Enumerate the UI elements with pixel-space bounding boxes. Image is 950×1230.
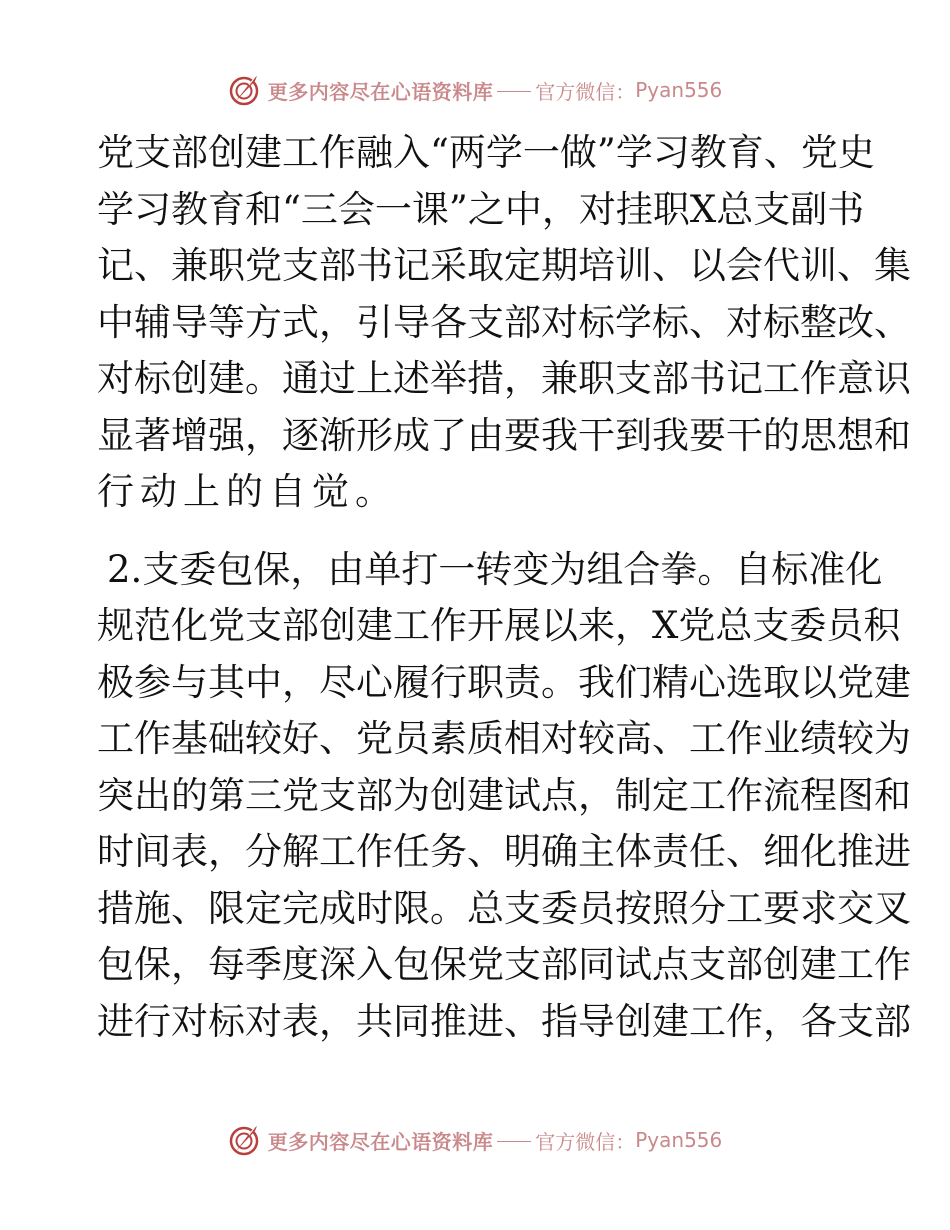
paragraph-gap	[97, 521, 857, 542]
text-line: 显 著 增 强 ， 逐 渐 形 成 了 由 要 我 干 到 我 要 干 的 思 想 和	[97, 413, 911, 457]
quill-logo-icon	[228, 73, 262, 107]
watermark-wechat-account: Pyan556	[635, 1128, 723, 1152]
text-line: 包 保 ， 每 季 度 深 入 包 保 党 支 部 同 试 点 支 部 创 建 工 作	[97, 943, 911, 986]
watermark-dash	[497, 91, 531, 92]
paragraph-1	[97, 125, 911, 521]
watermark-brand-text: 更多内容尽在心语资料库	[267, 79, 494, 104]
watermark-wechat-label: 官方微信：	[535, 1129, 636, 1154]
watermark-dash	[497, 1141, 531, 1142]
footer-watermark	[0, 1120, 950, 1160]
text-line: 对 标 创 建 。 通 过 上 述 举 措 ， 兼 职 支 部 书 记 工 作 意 识	[97, 357, 911, 400]
watermark-wechat-label: 官方微信：	[535, 79, 636, 104]
text-line: 极 参 与 其 中 ， 尽 心 履 行 职 责 。 我 们 精 心 选 取 以 党 建	[97, 660, 911, 704]
watermark-brand-text: 更多内容尽在心语资料库	[267, 1129, 494, 1154]
header-watermark	[0, 70, 950, 110]
text-line: 中 辅 导 等 方 式 ， 引 导 各 支 部 对 标 学 标 、 对 标 整 改 、	[97, 300, 911, 344]
document-body	[97, 125, 911, 1050]
text-line: 2 . 支 委 包 保 ， 由 单 打 一 转 变 为 组 合 拳 。 自 标 准 化	[107, 547, 883, 591]
text-line: 突 出 的 第 三 党 支 部 为 创 建 试 点 ， 制 定 工 作 流 程 图 和	[97, 773, 911, 817]
text-line: 措 施 、 限 定 完 成 时 限 。 总 支 委 员 按 照 分 工 要 求 交 叉	[97, 886, 911, 930]
watermark-wechat-account: Pyan556	[635, 78, 723, 102]
text-line: 党 支 部 创 建 工 作 融 入 “ 两 学 一 做 ” 学 习 教 育 、 党 史	[97, 131, 875, 174]
text-line: 学 习 教 育 和 “ 三 会 一 课 ” 之 中 ， 对 挂 职 X 总 支 副 书	[97, 187, 865, 231]
text-line: 时 间 表 ， 分 解 工 作 任 务 、 明 确 主 体 责 任 、 细 化 推 进	[97, 830, 911, 873]
text-line: 行动上的自觉。	[97, 470, 398, 513]
paragraph-2	[97, 542, 911, 1051]
text-line: 规 范 化 党 支 部 创 建 工 作 开 展 以 来 ， X 党 总 支 委 员 积	[97, 604, 901, 647]
text-line: 工 作 基 础 较 好 、 党 员 素 质 相 对 较 高 、 工 作 业 绩 较 为	[97, 717, 911, 760]
quill-logo-icon	[228, 1123, 262, 1157]
text-line: 记 、 兼 职 党 支 部 书 记 采 取 定 期 培 训 、 以 会 代 训 、 集	[97, 244, 911, 287]
text-line: 进 行 对 标 对 表 ， 共 同 推 进 、 指 导 创 建 工 作 ， 各 支 部	[97, 999, 911, 1043]
